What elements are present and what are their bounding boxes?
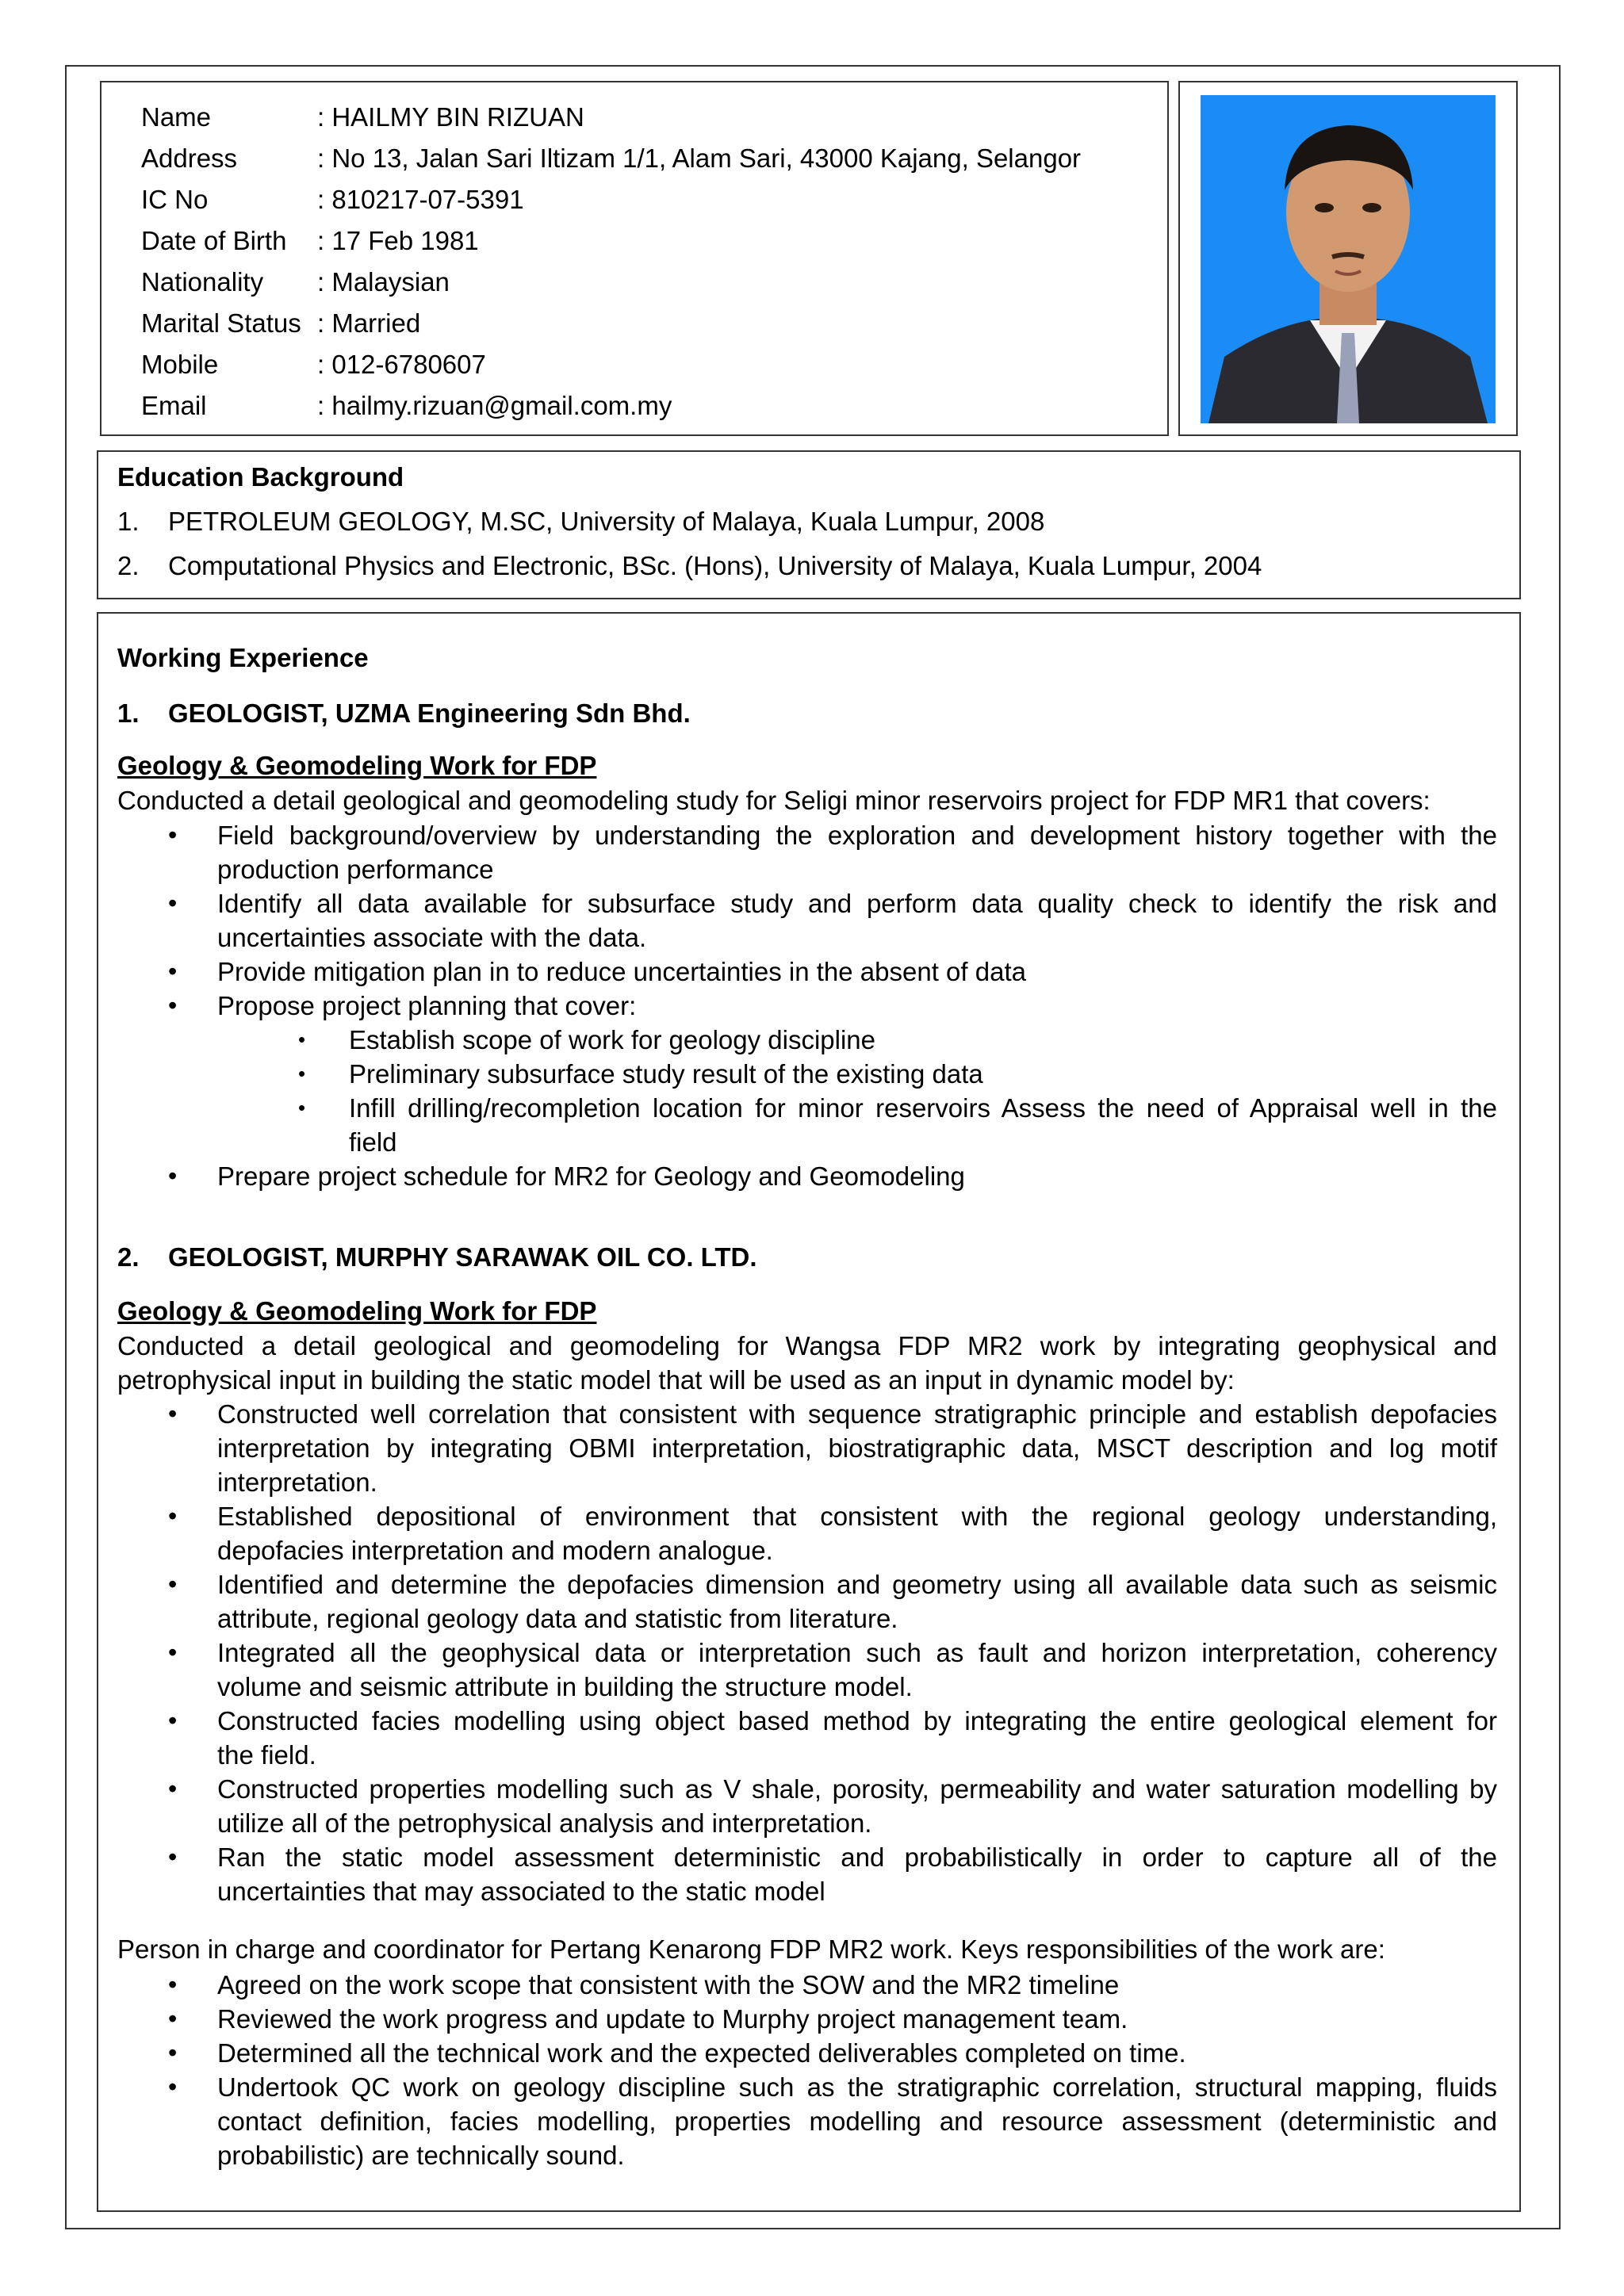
bullet-text: Established depositional of environment that consistent with the regional geology understanding,	[217, 1502, 1497, 1531]
personal-details-box	[100, 81, 1169, 436]
bullet-text: Constructed facies modelling using object based method by integrating the entire geological element for	[217, 1706, 1497, 1735]
bullet-text: Prepare project schedule for MR2 for Geology and Geomodeling	[217, 1161, 965, 1191]
bullet-icon: •	[168, 1161, 178, 1190]
job-intro: Conducted a detail geological and geomodeling study for Seligi minor reservoirs project for FDP MR1 that covers:	[117, 786, 1431, 815]
personal-field-value: : Malaysian	[317, 267, 450, 297]
bullet-text: field	[349, 1127, 397, 1157]
bullet-text: volume and seismic attribute in building the structure model.	[217, 1672, 913, 1701]
job-number: 1.	[117, 698, 140, 728]
bullet-icon: •	[168, 2072, 178, 2101]
bullet-icon: •	[168, 2038, 178, 2067]
personal-field-value: : 17 Feb 1981	[317, 226, 479, 255]
bullet-icon: •	[168, 1502, 178, 1530]
bullet-text: uncertainties that may associated to the static model	[217, 1877, 825, 1906]
job-intro: Conducted a detail geological and geomodeling for Wangsa FDP MR2 work by integrating geophysical and	[117, 1331, 1497, 1360]
bullet-text: Integrated all the geophysical data or interpretation such as fault and horizon interpretation, coherency	[217, 1638, 1497, 1667]
bullet-text: production performance	[217, 855, 494, 884]
personal-field-label: Date of Birth	[141, 226, 287, 255]
personal-field-label: Mobile	[141, 350, 219, 379]
bullet-text: Undertook QC work on geology discipline such as the stratigraphic correlation, structural mapping, fluids	[217, 2072, 1497, 2102]
personal-field-value: : Married	[317, 308, 421, 338]
bullet-text: interpretation.	[217, 1468, 377, 1497]
bullet-text: utilize all of the petrophysical analysis and interpretation.	[217, 1808, 872, 1838]
bullet-icon: •	[168, 1706, 178, 1735]
profile-photo-illustration	[1201, 95, 1496, 423]
job-intro: Person in charge and coordinator for Pertang Kenarong FDP MR2 work. Keys responsibilities of the work are:	[117, 1934, 1385, 1964]
personal-field-value: : No 13, Jalan Sari Iltizam 1/1, Alam Sari, 43000 Kajang, Selangor	[317, 144, 1082, 173]
education-heading: Education Background	[117, 462, 404, 492]
education-item-num: 1.	[117, 507, 140, 536]
bullet-icon: •	[298, 1027, 306, 1051]
education-item: Computational Physics and Electronic, BSc. (Hons), University of Malaya, Kuala Lumpur, 2004	[168, 551, 1262, 580]
job-subheading: Geology & Geomodeling Work for FDP	[117, 751, 597, 780]
bullet-text: Establish scope of work for geology discipline	[349, 1025, 876, 1054]
bullet-icon: •	[168, 2004, 178, 2033]
personal-field-label: IC No	[141, 185, 209, 214]
education-item-num: 2.	[117, 551, 140, 580]
bullet-icon: •	[168, 1843, 178, 1871]
bullet-text: Propose project planning that cover:	[217, 991, 637, 1020]
bullet-icon: •	[298, 1062, 306, 1085]
bullet-text: interpretation by integrating OBMI interpretation, biostratigraphic data, MSCT description and log motif	[217, 1433, 1497, 1463]
bullet-text: Infill drilling/recompletion location for minor reservoirs Assess the need of Appraisal well in the	[349, 1093, 1497, 1123]
bullet-text: Constructed well correlation that consistent with sequence stratigraphic principle and establish depofacies	[217, 1399, 1497, 1429]
personal-field-label: Address	[141, 144, 238, 173]
bullet-text: Determined all the technical work and the expected deliverables completed on time.	[217, 2038, 1186, 2068]
bullet-text: Preliminary subsurface study result of the existing data	[349, 1059, 983, 1089]
personal-field-value: : hailmy.rizuan@gmail.com.my	[317, 391, 672, 420]
bullet-text: Constructed properties modelling such as V shale, porosity, permeability and water saturation modelling by	[217, 1774, 1497, 1804]
bullet-icon: •	[298, 1096, 306, 1119]
bullet-text: Ran the static model assessment deterministic and probabilistically in order to capture all of the	[217, 1843, 1497, 1872]
bullet-text: depofacies interpretation and modern analogue.	[217, 1536, 773, 1565]
bullet-icon: •	[168, 1570, 178, 1598]
bullet-text: uncertainties associate with the data.	[217, 923, 647, 952]
bullet-icon: •	[168, 991, 178, 1020]
bullet-icon: •	[168, 1638, 178, 1667]
personal-field-label: Nationality	[141, 267, 264, 297]
bullet-icon: •	[168, 1970, 178, 1999]
job-title: GEOLOGIST, UZMA Engineering Sdn Bhd.	[168, 698, 691, 728]
bullet-text: the field.	[217, 1740, 316, 1770]
bullet-text: Provide mitigation plan in to reduce uncertainties in the absent of data	[217, 957, 1026, 986]
job-title: GEOLOGIST, MURPHY SARAWAK OIL CO. LTD.	[168, 1242, 757, 1272]
education-item: PETROLEUM GEOLOGY, M.SC, University of Malaya, Kuala Lumpur, 2008	[168, 507, 1045, 536]
bullet-text: probabilistic) are technically sound.	[217, 2141, 625, 2170]
bullet-icon: •	[168, 1774, 178, 1803]
bullet-icon: •	[168, 889, 178, 917]
job-intro: petrophysical input in building the static model that will be used as an input in dynamic model by:	[117, 1365, 1235, 1395]
bullet-text: Field background/overview by understanding the exploration and development history together with the	[217, 821, 1497, 850]
personal-field-value: : 810217-07-5391	[317, 185, 524, 214]
bullet-icon: •	[168, 1399, 178, 1428]
bullet-text: Reviewed the work progress and update to Murphy project management team.	[217, 2004, 1128, 2034]
personal-field-label: Marital Status	[141, 308, 301, 338]
bullet-text: Agreed on the work scope that consistent with the SOW and the MR2 timeline	[217, 1970, 1120, 1999]
bullet-text: contact definition, facies modelling, properties modelling and resource assessment (deterministic and	[217, 2107, 1497, 2136]
bullet-text: Identified and determine the depofacies dimension and geometry using all available data such as seismic	[217, 1570, 1497, 1599]
personal-field-value: : HAILMY BIN RIZUAN	[317, 102, 584, 132]
bullet-text: Identify all data available for subsurface study and perform data quality check to identify the risk and	[217, 889, 1497, 918]
personal-field-value: : 012-6780607	[317, 350, 486, 379]
job-number: 2.	[117, 1242, 140, 1272]
bullet-icon: •	[168, 821, 178, 849]
work-heading: Working Experience	[117, 643, 369, 672]
personal-field-label: Name	[141, 102, 212, 132]
bullet-text: attribute, regional geology data and statistic from literature.	[217, 1604, 898, 1633]
bullet-icon: •	[168, 957, 178, 985]
profile-photo	[1201, 95, 1496, 423]
personal-field-label: Email	[141, 391, 207, 420]
job-subheading: Geology & Geomodeling Work for FDP	[117, 1296, 597, 1326]
